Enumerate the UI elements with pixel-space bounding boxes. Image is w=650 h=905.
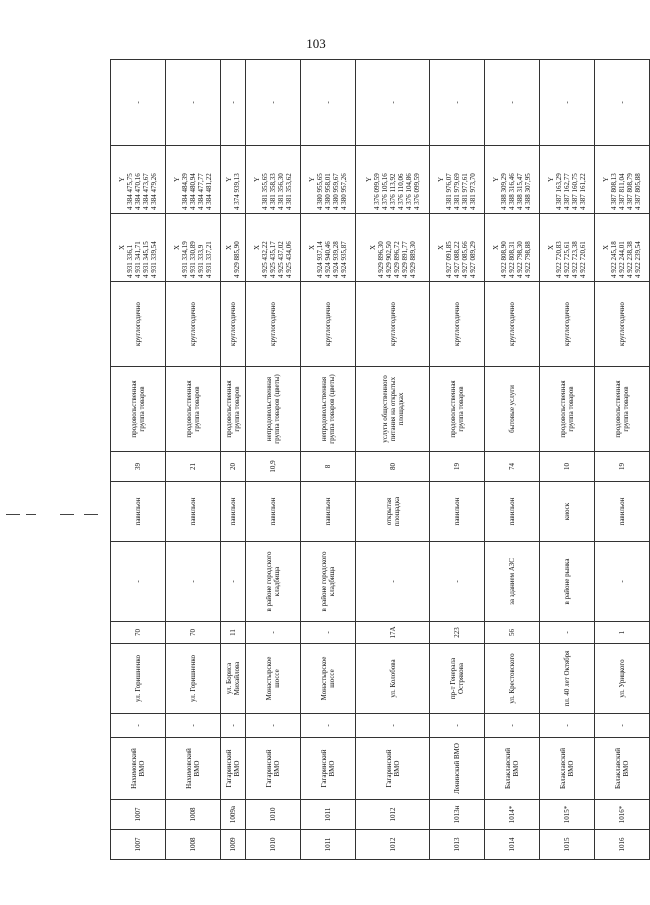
cell-y-coords <box>540 146 595 214</box>
cell-area: 74 <box>485 452 540 482</box>
y-value: 4 387 805,88 <box>634 173 643 210</box>
y-header: Y <box>547 176 556 183</box>
cell-landmark: - <box>430 542 485 622</box>
cell-type: павильон <box>301 482 356 542</box>
y-value: 4 384 470,16 <box>133 173 142 210</box>
cell-street: пл. 40 лет Октября <box>540 644 595 714</box>
y-value: 4 380 958,01 <box>324 173 333 210</box>
cell-purpose: продовольственная группа товаров <box>165 367 220 452</box>
cell-area: 10,9 <box>246 452 301 482</box>
cell-id: 1016* <box>595 800 650 830</box>
y-value: 4 384 477,77 <box>196 173 205 210</box>
y-value: 4 384 480,94 <box>188 173 197 210</box>
cell-last: - <box>540 60 595 146</box>
cell-y-coords <box>246 146 301 214</box>
cell-purpose: продовольственная группа товаров <box>220 367 246 452</box>
rotated-table-wrapper <box>110 60 650 860</box>
cell-period: круглогодично <box>356 282 430 367</box>
cell-last: - <box>595 60 650 146</box>
y-value: 4 376 110,06 <box>396 173 405 210</box>
x-value: 4 922 720,61 <box>579 241 588 278</box>
x-header: X <box>253 244 262 251</box>
cell-street: ул. Колобова <box>356 644 430 714</box>
y-value: 4 384 479,26 <box>150 173 158 210</box>
cell-num: 1007 <box>111 830 166 860</box>
cell-region: Балаклавский ВМО <box>595 738 650 800</box>
cell-house: 70 <box>111 622 166 644</box>
x-value: 4 929 902,50 <box>384 241 393 278</box>
cell-x-coords <box>246 214 301 282</box>
cell-house: 11 <box>220 622 246 644</box>
cell-house: 1 <box>595 622 650 644</box>
cell-period: круглогодично <box>540 282 595 367</box>
y-value: 4 388 316,46 <box>508 173 517 210</box>
cell-landmark: в районе городского кладбища <box>246 542 301 622</box>
cell-dash: - <box>165 714 220 738</box>
y-value: 4 387 162,77 <box>563 173 572 210</box>
cell-x-coords <box>356 214 430 282</box>
cell-period: круглогодично <box>301 282 356 367</box>
cell-id: 1015* <box>540 800 595 830</box>
cell-period: круглогодично <box>595 282 650 367</box>
x-value: 4 927 085,66 <box>461 241 470 278</box>
x-value: 4 927 089,29 <box>469 241 478 278</box>
cell-region: Гагаринский ВМО <box>246 738 301 800</box>
y-value: 4 374 939,13 <box>233 173 242 210</box>
cell-purpose: услуги общественного питания на открытых площадках <box>356 367 430 452</box>
table-row <box>246 60 301 860</box>
x-value: 4 931 341,71 <box>133 241 142 278</box>
cell-street: ул. Горишненко <box>165 644 220 714</box>
table-row <box>111 60 166 860</box>
y-value: 4 376 113,92 <box>388 173 397 210</box>
x-value: 4 922 808,31 <box>508 241 517 278</box>
y-value: 4 380 957,26 <box>340 173 349 210</box>
table-row <box>430 60 485 860</box>
cell-dash: - <box>220 714 246 738</box>
x-value: 4 922 808,90 <box>500 241 509 278</box>
cell-type: киоск <box>540 482 595 542</box>
y-header: Y <box>308 176 317 183</box>
cell-num: 1008 <box>165 830 220 860</box>
cell-y-coords <box>356 146 430 214</box>
cell-house: 56 <box>485 622 540 644</box>
cell-house: - <box>301 622 356 644</box>
x-value: 4 924 940,46 <box>324 241 333 278</box>
cell-dash: - <box>111 714 166 738</box>
x-value: 4 927 091,85 <box>445 241 454 278</box>
y-header: Y <box>117 176 126 183</box>
x-value: 4 922 245,18 <box>609 241 618 278</box>
cell-region: Балаклавский ВМО <box>485 738 540 800</box>
cell-period: круглогодично <box>165 282 220 367</box>
x-value: 4 931 336,1 <box>125 244 134 278</box>
x-value: 4 925 437,02 <box>277 241 286 278</box>
cell-dash: - <box>430 714 485 738</box>
cell-type: павильон <box>430 482 485 542</box>
cell-x-coords <box>220 214 246 282</box>
x-value: 4 922 798,30 <box>516 241 525 278</box>
cell-last: - <box>165 60 220 146</box>
y-value: 4 376 099,59 <box>372 173 381 210</box>
kiosk-table <box>110 59 650 860</box>
x-value: 4 922 723,38 <box>571 241 580 278</box>
cell-street: Монастырское шоссе <box>301 644 356 714</box>
cell-type: павильон <box>165 482 220 542</box>
y-value: 4 387 160,75 <box>571 173 580 210</box>
x-header: X <box>437 244 446 251</box>
cell-landmark: - <box>220 542 246 622</box>
cell-landmark: - <box>111 542 166 622</box>
y-value: 4 387 808,79 <box>626 173 635 210</box>
cell-y-coords <box>111 146 166 214</box>
x-value: 4 922 725,61 <box>563 241 572 278</box>
x-header: X <box>308 244 317 251</box>
cell-y-coords <box>220 146 246 214</box>
x-value: 4 924 939,28 <box>332 241 341 278</box>
cell-type: павильон <box>220 482 246 542</box>
x-value: 4 929 896,72 <box>392 241 401 278</box>
cell-region: Гагаринский ВМО <box>220 738 246 800</box>
table-row <box>301 60 356 860</box>
cell-type: открытая площадка <box>356 482 430 542</box>
cell-dash: - <box>540 714 595 738</box>
x-value: 4 924 935,87 <box>340 241 349 278</box>
x-value: 4 924 937,14 <box>316 241 325 278</box>
y-header: Y <box>253 176 262 183</box>
y-value: 4 381 976,07 <box>445 173 454 210</box>
cell-area: 20 <box>220 452 246 482</box>
cell-region: Гагаринский ВМО <box>356 738 430 800</box>
cell-purpose: бытовые услуги <box>485 367 540 452</box>
cell-num: 1009 <box>220 830 246 860</box>
x-value: 4 925 432,22 <box>261 241 270 278</box>
y-value: 4 384 473,67 <box>141 173 150 210</box>
cell-purpose: продовольственная группа товаров <box>595 367 650 452</box>
y-value: 4 387 811,04 <box>618 173 627 210</box>
y-value: 4 380 959,67 <box>332 173 341 210</box>
cell-street: ул. Крестовского <box>485 644 540 714</box>
cell-region: Ленинский ВМО <box>430 738 485 800</box>
cell-x-coords <box>165 214 220 282</box>
cell-period: круглогодично <box>485 282 540 367</box>
x-value: 4 931 333,9 <box>196 244 205 278</box>
x-header: X <box>117 244 126 251</box>
cell-house: - <box>540 622 595 644</box>
cell-area: 8 <box>301 452 356 482</box>
y-header: Y <box>224 176 233 183</box>
cell-id: 1013н <box>430 800 485 830</box>
cell-street: пр-т Генерала Острякова <box>430 644 485 714</box>
y-value: 4 388 309,29 <box>500 173 509 210</box>
page-number: 103 <box>306 36 326 51</box>
cell-x-coords <box>485 214 540 282</box>
x-value: 4 922 238,38 <box>626 241 635 278</box>
cell-type: павильон <box>246 482 301 542</box>
cell-num: 1016 <box>595 830 650 860</box>
cell-x-coords <box>540 214 595 282</box>
table-row <box>540 60 595 860</box>
cell-area: 19 <box>430 452 485 482</box>
x-value: 4 925 435,17 <box>269 241 278 278</box>
cell-y-coords <box>595 146 650 214</box>
y-header: Y <box>364 176 373 183</box>
cell-landmark: - <box>356 542 430 622</box>
cell-id: 1012 <box>356 800 430 830</box>
cell-x-coords <box>301 214 356 282</box>
x-value: 4 922 798,88 <box>524 241 533 278</box>
y-header: Y <box>172 176 181 183</box>
x-value: 4 931 334,19 <box>180 241 189 278</box>
cell-type: павильон <box>111 482 166 542</box>
y-value: 4 381 358,33 <box>269 173 278 210</box>
cell-last: - <box>485 60 540 146</box>
y-value: 4 376 105,16 <box>380 173 389 210</box>
cell-x-coords <box>595 214 650 282</box>
cell-id: 1008 <box>165 800 220 830</box>
cell-num: 1013 <box>430 830 485 860</box>
cell-id: 1011 <box>301 800 356 830</box>
x-header: X <box>601 244 610 251</box>
cell-landmark: в районе городского кладбища <box>301 542 356 622</box>
y-value: 4 381 973,70 <box>469 173 478 210</box>
cell-region: Балаклавский ВМО <box>540 738 595 800</box>
cell-dash: - <box>595 714 650 738</box>
x-value: 4 931 339,54 <box>150 241 158 278</box>
x-value: 4 929 891,77 <box>400 241 409 278</box>
table-row <box>485 60 540 860</box>
cell-street: ул. Бориса Михайлова <box>220 644 246 714</box>
x-value: 4 922 244,01 <box>618 241 627 278</box>
cell-area: 21 <box>165 452 220 482</box>
cell-last: - <box>246 60 301 146</box>
y-value: 4 387 808,13 <box>609 173 618 210</box>
y-header: Y <box>492 176 501 183</box>
cell-house: - <box>246 622 301 644</box>
cell-landmark: - <box>165 542 220 622</box>
y-value: 4 384 475,75 <box>125 173 134 210</box>
y-header: Y <box>437 176 446 183</box>
cell-period: круглогодично <box>246 282 301 367</box>
cell-type: павильон <box>485 482 540 542</box>
cell-period: круглогодично <box>430 282 485 367</box>
x-header: X <box>224 244 233 251</box>
cell-region: Гагаринский ВМО <box>301 738 356 800</box>
cell-x-coords <box>111 214 166 282</box>
y-value: 4 387 161,22 <box>579 173 588 210</box>
y-value: 4 376 104,86 <box>404 173 413 210</box>
x-value: 4 922 720,83 <box>555 241 564 278</box>
y-value: 4 384 484,39 <box>180 173 189 210</box>
y-value: 4 381 355,65 <box>261 173 270 210</box>
cell-purpose: продовольственная группа товаров <box>430 367 485 452</box>
cell-y-coords <box>301 146 356 214</box>
x-value: 4 927 088,22 <box>453 241 462 278</box>
cell-house: 223 <box>430 622 485 644</box>
table-row <box>165 60 220 860</box>
x-value: 4 931 337,21 <box>204 241 213 278</box>
cell-id: 1009a <box>220 800 246 830</box>
cell-street: ул. Горишненко <box>111 644 166 714</box>
y-value: 4 381 356,30 <box>277 173 286 210</box>
cell-id: 1014* <box>485 800 540 830</box>
cell-num: 1010 <box>246 830 301 860</box>
cell-type: павильон <box>595 482 650 542</box>
cell-y-coords <box>165 146 220 214</box>
cell-area: 80 <box>356 452 430 482</box>
cell-purpose: непродовольственная группа товаров (цветы) <box>301 367 356 452</box>
x-value: 4 929 896,30 <box>376 241 385 278</box>
cell-num: 1015 <box>540 830 595 860</box>
x-value: 4 922 239,54 <box>634 241 643 278</box>
table-row <box>595 60 650 860</box>
y-value: 4 387 163,29 <box>555 173 564 210</box>
cell-num: 1012 <box>356 830 430 860</box>
cell-last: - <box>356 60 430 146</box>
cell-num: 1011 <box>301 830 356 860</box>
cell-dash: - <box>485 714 540 738</box>
cell-area: 10 <box>540 452 595 482</box>
cell-last: - <box>301 60 356 146</box>
x-header: X <box>172 244 181 251</box>
y-value: 4 384 481,22 <box>204 173 213 210</box>
cell-y-coords <box>430 146 485 214</box>
cell-id: 1007 <box>111 800 166 830</box>
y-value: 4 381 353,62 <box>285 173 294 210</box>
cell-x-coords <box>430 214 485 282</box>
y-value: 4 381 979,69 <box>453 173 462 210</box>
y-value: 4 388 315,47 <box>516 173 525 210</box>
x-value: 4 929 885,90 <box>233 241 242 278</box>
cell-region: Нахимовский ВМО <box>165 738 220 800</box>
x-value: 4 931 330,89 <box>188 241 197 278</box>
y-value: 4 388 307,95 <box>524 173 533 210</box>
x-header: X <box>547 244 556 251</box>
x-header: X <box>368 244 377 251</box>
cell-dash: - <box>356 714 430 738</box>
cell-region: Нахимовский ВМО <box>111 738 166 800</box>
table-row <box>220 60 246 860</box>
cell-landmark: за зданием АЗС <box>485 542 540 622</box>
cell-dash: - <box>246 714 301 738</box>
cell-purpose: продовольственная группа товаров <box>111 367 166 452</box>
cell-area: 39 <box>111 452 166 482</box>
y-value: 4 376 099,59 <box>412 173 421 210</box>
cell-landmark: - <box>595 542 650 622</box>
cell-y-coords <box>485 146 540 214</box>
cell-dash: - <box>301 714 356 738</box>
y-header: Y <box>601 176 610 183</box>
cell-last: - <box>430 60 485 146</box>
x-value: 4 931 345,15 <box>141 241 150 278</box>
cell-purpose: продовольственная группа товаров <box>540 367 595 452</box>
cell-id: 1010 <box>246 800 301 830</box>
cell-house: 17А <box>356 622 430 644</box>
cell-street: ул. Урицкого <box>595 644 650 714</box>
cell-last: - <box>220 60 246 146</box>
cell-num: 1014 <box>485 830 540 860</box>
x-header: X <box>492 244 501 251</box>
y-value: 4 381 977,61 <box>461 173 470 210</box>
y-value: 4 380 955,65 <box>316 173 325 210</box>
cell-street: Монастырское шоссе <box>246 644 301 714</box>
x-value: 4 925 434,06 <box>285 241 294 278</box>
margin-marks <box>0 510 110 530</box>
cell-house: 70 <box>165 622 220 644</box>
cell-landmark: в районе рынка <box>540 542 595 622</box>
cell-period: круглогодично <box>220 282 246 367</box>
cell-period: круглогодично <box>111 282 166 367</box>
table-row <box>356 60 430 860</box>
cell-area: 19 <box>595 452 650 482</box>
cell-last: - <box>111 60 166 146</box>
cell-purpose: непродовольственная группа товаров (цветы) <box>246 367 301 452</box>
x-value: 4 929 889,30 <box>408 241 417 278</box>
